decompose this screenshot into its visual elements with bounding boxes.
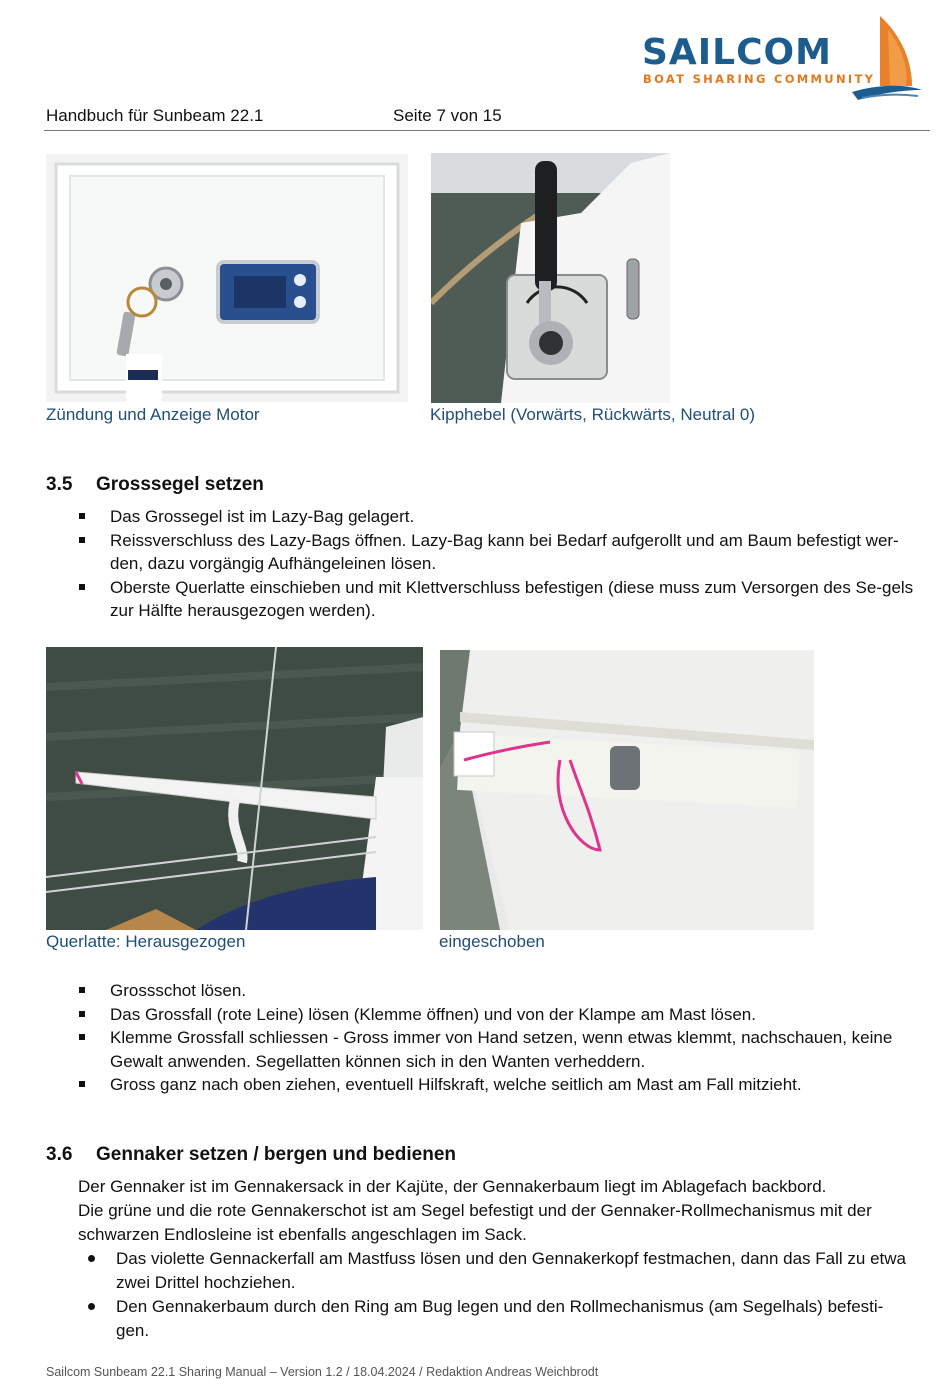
section-3-6-para-2: Die grüne und die rote Gennakerschot ist am Segel befestigt und der Gennaker-Rollmechanismus mit der schwarzen Endlosleine ist ebenfalls angeschlagen im Sack. — [78, 1201, 872, 1244]
list-item: Das violette Gennackerfall am Mastfuss lösen und den Gennakerkopf festmachen, dann das Fall zu etwa zwei Drittel hochziehen. — [46, 1247, 906, 1295]
caption-batten-in: eingeschoben — [439, 932, 545, 951]
ignition-display-photo — [46, 154, 408, 402]
list-item: Gross ganz nach oben ziehen, eventuell Hilfskraft, welche seitlich am Mast am Fall mitzieht. — [46, 1073, 926, 1097]
batten-out-photo — [46, 647, 423, 930]
list-item: Das Grossfall (rote Leine) lösen (Klemme öffnen) und von der Klampe am Mast lösen. — [46, 1003, 926, 1027]
page-number: Seite 7 von 15 — [393, 106, 502, 125]
list-item: Klemme Grossfall schliessen - Gross immer von Hand setzen, wenn etwas klemmt, nachschauen, keine Gewalt anwenden. Segellatten können sich in den Wanten verheddern. — [46, 1026, 926, 1073]
list-item: Den Gennakerbaum durch den Ring am Bug legen und den Rollmechanismus (am Segelhals) befesti-gen. — [46, 1295, 906, 1343]
section-3-6-para-1: Der Gennaker ist im Gennakersack in der Kajüte, der Gennakerbaum liegt im Ablagefach backbord. — [78, 1177, 827, 1196]
batten-in-photo — [440, 650, 814, 930]
caption-throttle: Kipphebel (Vorwärts, Rückwärts, Neutral 0) — [430, 405, 756, 424]
section-title-3-6: Gennaker setzen / bergen und bedienen — [96, 1144, 457, 1165]
section-title-3-5: Grosssegel setzen — [96, 474, 264, 495]
main-sail-steps — [46, 979, 926, 1097]
doc-title: Handbuch für Sunbeam 22.1 — [46, 106, 264, 125]
section-3-5-bullets — [46, 505, 926, 623]
list-item: Das Grossegel ist im Lazy-Bag gelagert. — [46, 505, 926, 529]
list-item: Oberste Querlatte einschieben und mit Klettverschluss befestigen (diese muss zum Versorgen des Se-gels zur Hälfte herausgezogen werden). — [46, 576, 926, 623]
page-footer: Sailcom Sunbeam 22.1 Sharing Manual – Version 1.2 / 18.04.2024 / Redaktion Andreas Weichbrodt — [46, 1365, 599, 1379]
caption-ignition: Zündung und Anzeige Motor — [46, 405, 260, 424]
sail-logo-icon — [850, 14, 925, 102]
caption-batten-out: Querlatte: Herausgezogen — [46, 932, 246, 951]
logo-tagline: BOAT SHARING COMMUNITY — [643, 72, 876, 86]
section-number-3-6: 3.6 — [46, 1144, 73, 1165]
list-item: Reissverschluss des Lazy-Bags öffnen. Lazy-Bag kann bei Bedarf aufgerollt und am Baum befestigt wer-den, dazu vorgängig Aufhängeleinen lösen. — [46, 529, 926, 576]
section-3-6-bullets — [46, 1247, 906, 1343]
logo-name: SAILCOM — [642, 32, 832, 73]
sailcom-logo — [640, 14, 925, 104]
header-rule — [44, 130, 930, 131]
throttle-lever-photo — [431, 153, 670, 403]
list-item: Grossschot lösen. — [46, 979, 926, 1003]
section-number-3-5: 3.5 — [46, 474, 73, 495]
